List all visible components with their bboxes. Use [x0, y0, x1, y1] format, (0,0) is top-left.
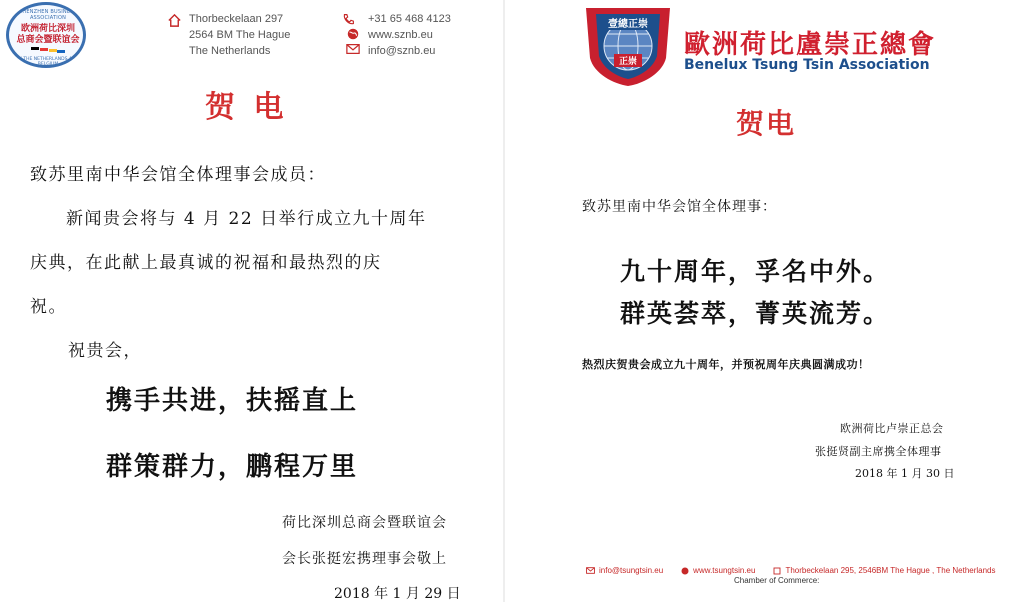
page-title: 贺 电: [205, 90, 288, 125]
salutation: 致苏里南中华会馆全体理事会成员：: [30, 165, 326, 185]
verse-right-line1: 九十周年，孚名中外。: [620, 257, 891, 286]
paragraph-line3: 祝。: [30, 297, 67, 317]
home-icon: [166, 12, 182, 28]
page-title-right: 贺电: [736, 107, 797, 140]
logo-cn-line2: 总商会暨联谊会: [16, 35, 80, 45]
shield-center-text: 正崇: [618, 57, 638, 67]
shield-top-text: 壹總正崇: [608, 19, 648, 30]
footer-contact: [586, 566, 996, 575]
logo-stripes-icon: [31, 47, 65, 55]
wish-line: 祝贵会，: [68, 341, 142, 361]
footer-website[interactable]: www.tsungtsin.eu: [693, 566, 756, 575]
address-line3: The Netherlands: [189, 45, 271, 57]
website-link[interactable]: www.sznb.eu: [368, 29, 433, 41]
sign-date-right: 2018 年 1 月 30 日: [855, 467, 955, 480]
address-line2: 2564 BM The Hague: [189, 29, 291, 41]
sign-person: 会长张挺宏携理事会敬上: [282, 551, 447, 567]
contact-block: [368, 11, 451, 59]
footer-chamber: Chamber of Commerce:: [734, 576, 820, 585]
footer-mail-icon: [586, 567, 595, 574]
sign-date: 2018 年 1 月 29 日: [334, 586, 461, 602]
footer-email[interactable]: info@tsungtsin.eu: [599, 566, 664, 575]
verse-line2: 群策群力，鹏程万里: [106, 452, 359, 482]
address-block: [189, 11, 290, 59]
sign-organization-right: 欧洲荷比卢崇正总会: [840, 422, 944, 435]
congrats-message: 热烈庆贺贵会成立九十周年，并预祝周年庆典圆满成功！: [582, 358, 870, 371]
association-english-name: Benelux Tsung Tsin Association: [684, 57, 930, 73]
phone-icon: [340, 11, 356, 27]
sznb-logo: [6, 2, 86, 68]
sign-person-right: 张挺贤副主席携全体理事: [815, 445, 942, 458]
paragraph-line1: 新闻贵会将与 4 月 22 日举行成立九十周年: [66, 209, 427, 229]
logo-cn-line1: 欧洲荷比深圳: [20, 24, 75, 34]
verse-line1: 携手共进，扶摇直上: [106, 386, 359, 416]
phone-text: +31 65 468 4123: [368, 13, 451, 25]
salutation-right: 致苏里南中华会馆全体理事：: [582, 199, 777, 215]
sign-organization: 荷比深圳总商会暨联谊会: [282, 515, 447, 531]
globe-icon: [345, 26, 361, 42]
right-letter: [508, 0, 1016, 602]
tsung-tsin-shield-logo: [582, 2, 674, 88]
left-letter: [0, 0, 500, 602]
logo-top-text: SHENZHEN BUSINESS ASSOCIATION: [19, 9, 77, 21]
verse-right-line2: 群英荟萃，菁英流芳。: [620, 299, 891, 328]
association-chinese-name: 歐洲荷比盧崇正總會: [684, 30, 937, 60]
email-link[interactable]: info@sznb.eu: [368, 45, 436, 57]
mail-icon: [345, 41, 361, 57]
page-divider: [503, 0, 505, 602]
footer-globe-icon: [681, 567, 689, 575]
address-line1: Thorbeckelaan 297: [189, 13, 284, 25]
paragraph-line2: 庆典，在此献上最真诚的祝福和最热烈的庆: [30, 253, 382, 273]
logo-chinese-name: [13, 24, 83, 46]
logo-bottom-text: IN THE NETHERLANDS AND BELGIUM: [17, 57, 79, 67]
footer-address: Thorbeckelaan 295, 2546BM The Hague , The Netherlands: [785, 566, 996, 575]
footer-home-icon: [773, 567, 781, 575]
